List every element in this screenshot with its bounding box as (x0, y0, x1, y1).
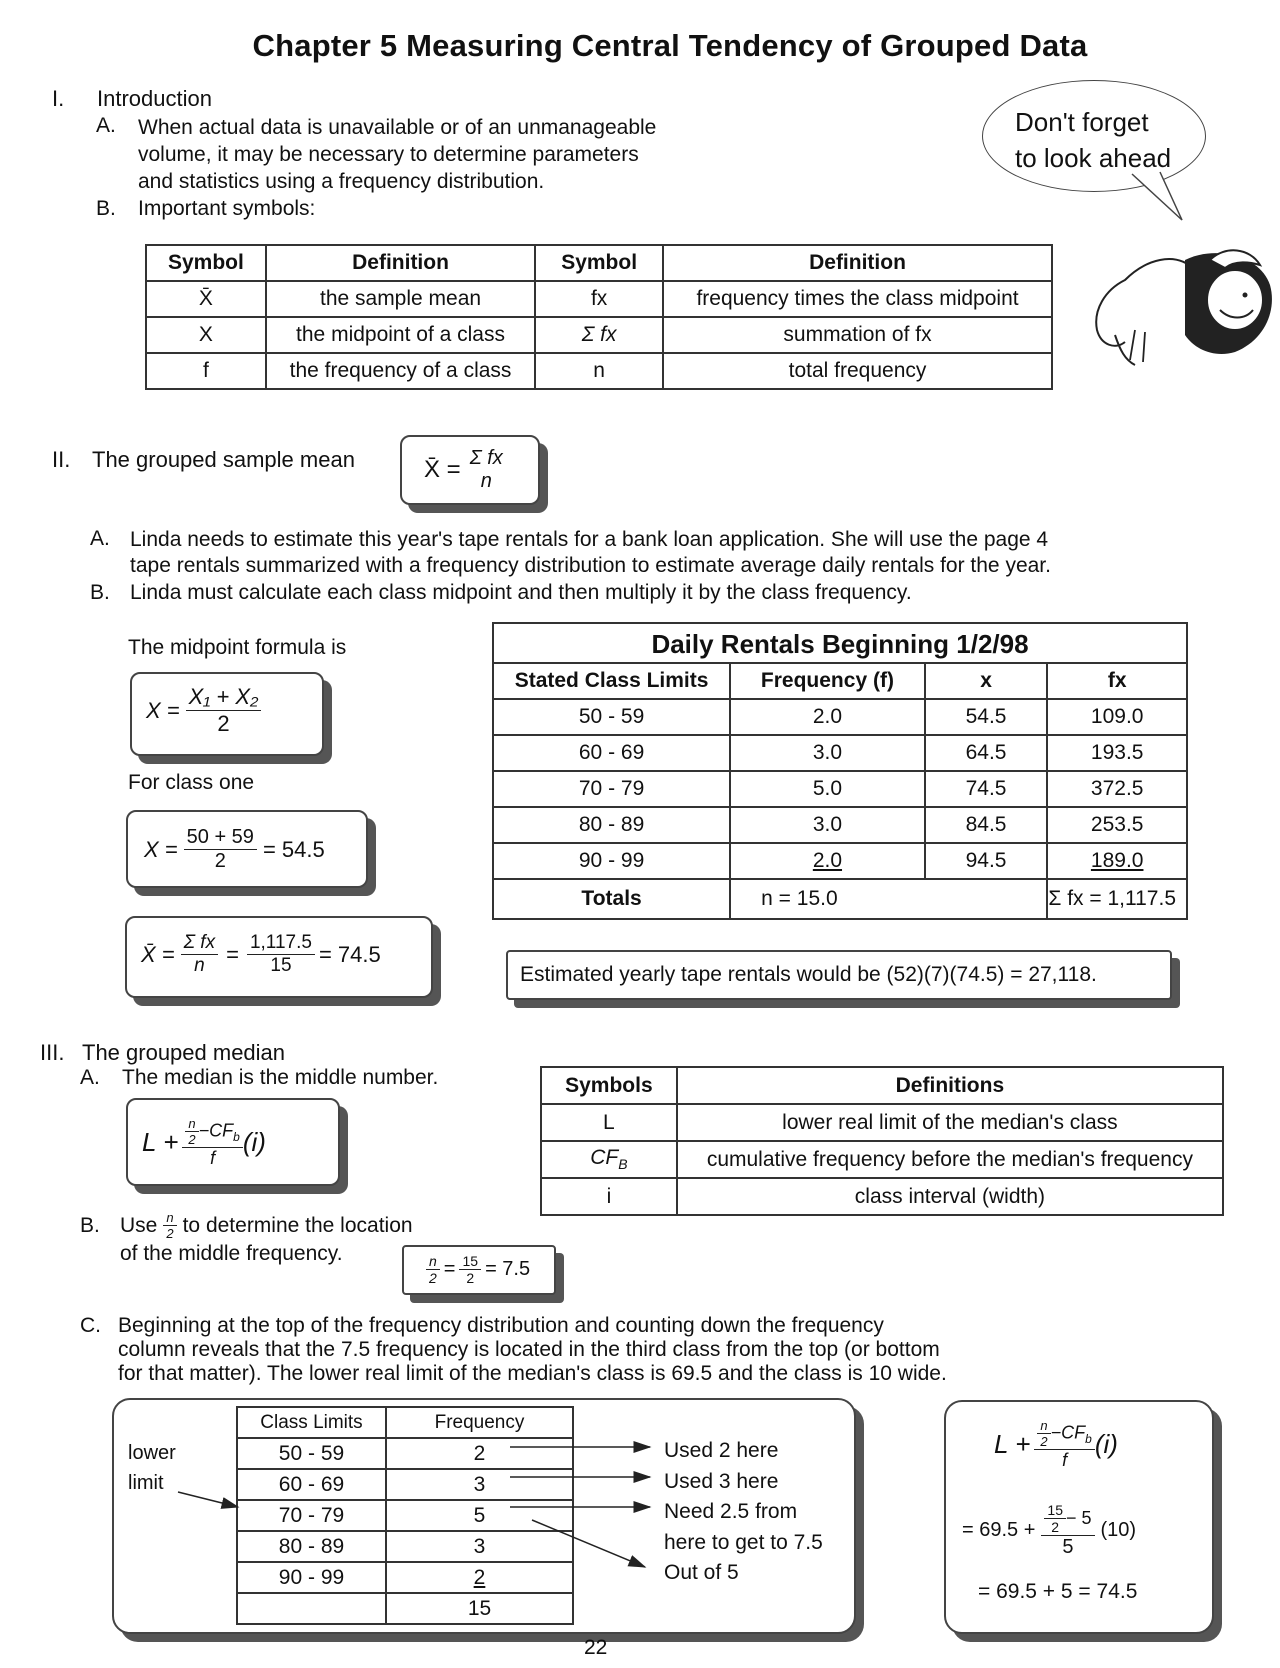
table-header: Frequency (386, 1407, 573, 1438)
table-row (493, 699, 1187, 735)
half-n-formula-box (402, 1245, 556, 1295)
formula-equals: = (443, 1258, 456, 1280)
frac-n: 15 (459, 1253, 481, 1270)
table-cell: total frequency (663, 353, 1052, 389)
table-cell: 189.0 (1047, 843, 1187, 879)
formula-denominator: 2 (214, 850, 226, 872)
formula-result: = 54.5 (262, 836, 325, 862)
table-cell: 54.5 (925, 699, 1048, 735)
table-row (146, 281, 1052, 317)
section-2-a-label: A. (90, 527, 110, 550)
table-cell: summation of fx (663, 317, 1052, 353)
formula-lhs: X̄ = (424, 456, 461, 483)
section-1-b-label: B. (96, 197, 116, 220)
table-cell: 80 - 89 (237, 1531, 386, 1562)
frac-d: 2 (429, 1270, 437, 1286)
table-cell: X̄ (146, 281, 266, 317)
table-cell: 50 - 59 (493, 699, 730, 735)
cf-symbol: CF (590, 1146, 619, 1170)
table-row (493, 735, 1187, 771)
table-cell: 50 - 59 (237, 1438, 386, 1469)
table-cell: 90 - 99 (237, 1562, 386, 1593)
formula-numerator: Σ fx (181, 932, 218, 955)
table-cell: 60 - 69 (237, 1469, 386, 1500)
text-line: and statistics using a frequency distribution. (138, 170, 545, 193)
section-3-heading: The grouped median (82, 1040, 286, 1065)
sample-mean-formula-box (400, 435, 540, 505)
totals-row (493, 879, 1187, 919)
table-cell: lower real limit of the median's class (677, 1104, 1223, 1141)
frac-d: 2 (166, 1226, 174, 1241)
section-1-a-label: A. (96, 114, 116, 137)
table-cell: X (146, 317, 266, 353)
frac-n: n (185, 1116, 198, 1132)
calc-sub: b (1085, 1431, 1092, 1446)
totals-n: n = 15.0 (730, 879, 1047, 919)
formula-denominator: n (194, 955, 205, 976)
table-cell: 80 - 89 (493, 807, 730, 843)
table-cell: 2.0 (730, 843, 925, 879)
formula-equals: = (226, 941, 239, 967)
table-header: Class Limits (237, 1407, 386, 1438)
table-cell: 94.5 (925, 843, 1048, 879)
table-cell: 5.0 (730, 771, 925, 807)
midpoint-formula-box (130, 672, 324, 756)
formula-lhs: X = (144, 836, 178, 862)
table-cell: i (541, 1178, 677, 1215)
calc-line2-denominator: 5 (1062, 1536, 1074, 1558)
table-cell: frequency times the class midpoint (663, 281, 1052, 317)
text-line: volume, it may be necessary to determine parameters (138, 143, 639, 166)
section-3-b-text (120, 1210, 413, 1241)
table-cell: 2.0 (730, 699, 925, 735)
table-row (146, 317, 1052, 353)
table-cell: 3 (386, 1531, 573, 1562)
table-cell: 2 (386, 1438, 573, 1469)
table-cell: 70 - 79 (493, 771, 730, 807)
formula-numerator: X₁ + X₂ (186, 684, 262, 711)
section-2-number: II. (52, 447, 71, 472)
calc-line2-tail: (10) (1100, 1519, 1137, 1541)
section-1-number: I. (52, 86, 65, 111)
symbols-table (145, 244, 1053, 390)
calc-L: L + (994, 1429, 1031, 1459)
section-2-a-text (130, 527, 1051, 579)
table-cell: 2 (386, 1562, 573, 1593)
table-cell: fx (535, 281, 663, 317)
table-header: fx (1047, 663, 1187, 699)
section-1-a-text (138, 114, 656, 195)
frac-d: 2 (466, 1270, 475, 1286)
formula-denominator: n (480, 470, 492, 492)
table-header: Symbol (535, 245, 663, 281)
section-3-c-text (118, 1314, 947, 1386)
bubble-text (1015, 104, 1171, 176)
table-cell: 3 (386, 1469, 573, 1500)
page-title: Chapter 5 Measuring Central Tendency of Grouped Data (252, 28, 1088, 63)
note-line: Used 2 here (664, 1439, 779, 1462)
calc-numerator (1034, 1418, 1094, 1450)
bubble-line: Don't forget (1015, 107, 1149, 137)
rentals-table-title: Daily Rentals Beginning 1/2/98 (492, 622, 1188, 664)
text-line: Beginning at the top of the frequency distribution and counting down the frequency (118, 1314, 884, 1337)
formula-denominator: f (210, 1148, 216, 1168)
page-number: 22 (584, 1636, 608, 1659)
formula-result: = 74.5 (318, 941, 381, 967)
section-3-a-label: A. (80, 1066, 100, 1089)
table-row (237, 1593, 573, 1624)
text-line: tape rentals summarized with a frequency distribution to estimate average daily rentals for the year. (130, 554, 1051, 577)
median-calc-box (944, 1400, 1214, 1634)
frac-d: 2 (188, 1132, 196, 1147)
frac-n: n (426, 1253, 440, 1270)
median-formula-box (126, 1098, 340, 1186)
table-cell: 3.0 (730, 735, 925, 771)
lower-label: lower (128, 1442, 176, 1464)
text-line: column reveals that the 7.5 frequency is located in the third class from the top (or bottom (118, 1338, 940, 1361)
table-cell: the sample mean (266, 281, 535, 317)
table-cell: 3.0 (730, 807, 925, 843)
frac-n: 15 (1044, 1502, 1066, 1519)
bubble-line: to look ahead (1015, 143, 1172, 173)
note-line: Used 3 here (664, 1469, 779, 1493)
formula-result: = 7.5 (485, 1258, 531, 1280)
formula-denominator: 2 (217, 711, 230, 736)
table-header-row (541, 1067, 1223, 1104)
calc-minus: − 5 (1065, 1507, 1092, 1528)
cf-sub: B (618, 1156, 628, 1173)
text-line: Linda needs to estimate this year's tape rentals for a bank loan application. She will use the page 4 (130, 528, 1049, 551)
calc-denominator: f (1062, 1450, 1068, 1470)
table-cell: 64.5 (925, 735, 1048, 771)
calc-tail: (i) (1094, 1429, 1118, 1459)
limit-label: limit (128, 1472, 164, 1494)
table-row (493, 843, 1187, 879)
text-line: for that matter). The lower real limit of the median's class is 69.5 and the class is 10 wide. (118, 1362, 947, 1385)
table-cell: 74.5 (925, 771, 1048, 807)
text-span: Use (120, 1213, 158, 1237)
formula-denominator: 15 (270, 955, 292, 976)
section-3-b-text-2: of the middle frequency. (120, 1242, 343, 1265)
section-2-b-label: B. (90, 581, 110, 604)
mean-calc-formula-box (125, 916, 433, 998)
formula-tail: (i) (242, 1127, 266, 1157)
table-cell: Σ fx (535, 317, 663, 353)
frac-d: 2 (1040, 1434, 1048, 1449)
bubble-tail-icon (1130, 170, 1190, 225)
table-cell: 253.5 (1047, 807, 1187, 843)
table-header: Definitions (677, 1067, 1223, 1104)
calc-cf: −CF (1050, 1422, 1086, 1443)
class-one-formula-box (126, 810, 368, 888)
table-cell: 5 (386, 1500, 573, 1531)
table-row (541, 1178, 1223, 1215)
section-1-heading: Introduction (97, 86, 212, 111)
note-line: here to get to 7.5 (664, 1530, 823, 1554)
formula-numerator: 1,117.5 (247, 932, 315, 955)
section-1-b-text: Important symbols: (138, 197, 316, 220)
table-header: Definition (266, 245, 535, 281)
table-cell: class interval (width) (677, 1178, 1223, 1215)
table-cell (541, 1141, 677, 1178)
table-header: Frequency (f) (730, 663, 925, 699)
frac-d: 2 (1051, 1519, 1060, 1535)
table-cell: 15 (386, 1593, 573, 1624)
formula-numerator: 50 + 59 (184, 826, 257, 850)
table-cell: cumulative frequency before the median's frequency (677, 1141, 1223, 1178)
table-row (541, 1141, 1223, 1178)
formula-L: L + (142, 1127, 179, 1157)
table-row (541, 1104, 1223, 1141)
table-cell (237, 1593, 386, 1624)
table-header: Symbol (146, 245, 266, 281)
calc-line3: = 69.5 + 5 = 74.5 (978, 1580, 1138, 1603)
arrows-icon (160, 1430, 680, 1580)
table-row (493, 771, 1187, 807)
table-cell: 193.5 (1047, 735, 1187, 771)
table-cell: 109.0 (1047, 699, 1187, 735)
formula-sub: b (233, 1129, 240, 1144)
note-line: Out of 5 (664, 1561, 739, 1584)
table-row (493, 807, 1187, 843)
table-cell: 372.5 (1047, 771, 1187, 807)
formula-cf: −CF (198, 1120, 234, 1141)
midpoint-label: The midpoint formula is (128, 636, 347, 659)
calc-line2-prefix: = 69.5 + (962, 1519, 1036, 1541)
table-row (146, 353, 1052, 389)
section-3-b-label: B. (80, 1214, 100, 1237)
formula-lhs: X = (146, 697, 180, 723)
section-2-heading: The grouped sample mean (92, 447, 355, 472)
table-cell: 60 - 69 (493, 735, 730, 771)
table-cell: 84.5 (925, 807, 1048, 843)
table-cell: the frequency of a class (266, 353, 535, 389)
table-header: x (925, 663, 1048, 699)
frac-n: n (163, 1210, 176, 1226)
cartoon-character-icon (1085, 240, 1280, 370)
section-3-c-label: C. (80, 1314, 101, 1337)
section-2-b-text: Linda must calculate each class midpoint and then multiply it by the class frequency. (130, 581, 912, 604)
median-symbols-table (540, 1066, 1224, 1216)
frac-n: n (1037, 1418, 1050, 1434)
table-cell: L (541, 1104, 677, 1141)
table-cell: 70 - 79 (237, 1500, 386, 1531)
formula-numerator: Σ fx (469, 447, 503, 469)
table-header: Definition (663, 245, 1052, 281)
section-3-number: III. (40, 1040, 65, 1065)
estimate-text: Estimated yearly tape rentals would be (52)(7)(74.5) = 27,118. (520, 963, 1097, 986)
table-cell: f (146, 353, 266, 389)
formula-numerator (182, 1116, 242, 1148)
section-3-a-text: The median is the middle number. (122, 1066, 439, 1089)
table-header-row (493, 663, 1187, 699)
calc-line2-numerator (1041, 1502, 1094, 1536)
note-line: Need 2.5 from (664, 1500, 798, 1523)
table-cell: the midpoint of a class (266, 317, 535, 353)
totals-label: Totals (493, 879, 730, 919)
formula-lhs: X̄ = (141, 941, 175, 967)
estimate-box (506, 950, 1172, 1000)
rentals-table (492, 662, 1188, 920)
text-line: When actual data is unavailable or of an unmanageable (138, 116, 657, 139)
class-one-label: For class one (128, 771, 255, 794)
table-header: Stated Class Limits (493, 663, 730, 699)
table-header: Symbols (541, 1067, 677, 1104)
totals-fx: Σ fx = 1,117.5 (1047, 879, 1187, 919)
table-cell: 90 - 99 (493, 843, 730, 879)
counting-notes (664, 1436, 823, 1589)
table-cell: n (535, 353, 663, 389)
text-span: to determine the location (182, 1213, 413, 1237)
